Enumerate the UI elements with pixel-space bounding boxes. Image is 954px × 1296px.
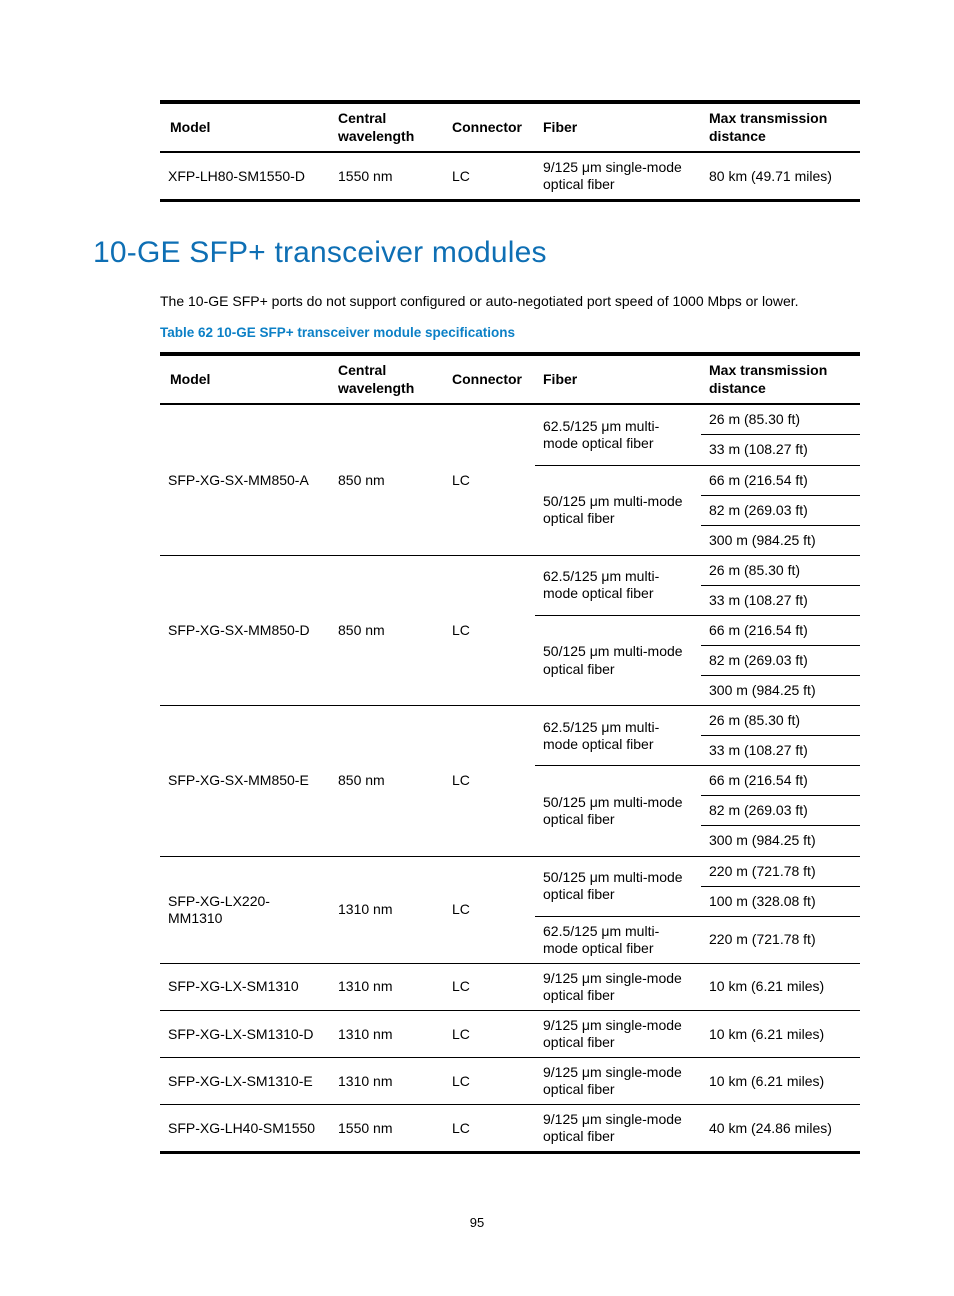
distance-cell: 220 m (721.78 ft) (701, 916, 860, 963)
table-row (160, 856, 860, 886)
distance-cell: 40 km (24.86 miles) (701, 1105, 860, 1153)
distance-cell: 33 m (108.27 ft) (701, 585, 860, 615)
fiber-cell: 50/125 μm multi-mode optical fiber (535, 615, 701, 705)
distance-cell: 26 m (85.30 ft) (701, 706, 860, 736)
connector-cell: LC (444, 152, 535, 201)
xfp-spec-table (160, 100, 860, 202)
model-cell: SFP-XG-SX-MM850-D (160, 555, 330, 705)
distance-cell: 33 m (108.27 ft) (701, 736, 860, 766)
table-caption: Table 62 10-GE SFP+ transceiver module specifications (160, 325, 516, 341)
table-row (160, 963, 860, 1010)
wavelength-cell: 850 nm (330, 706, 444, 856)
connector-cell: LC (444, 856, 535, 963)
connector-cell: LC (444, 1010, 535, 1057)
distance-cell: 300 m (984.25 ft) (701, 826, 860, 856)
col-header-fiber: Fiber (535, 354, 701, 404)
distance-cell: 220 m (721.78 ft) (701, 856, 860, 886)
fiber-cell: 9/125 μm single-mode optical fiber (535, 1058, 701, 1105)
col-header-model: Model (160, 354, 330, 404)
fiber-cell: 9/125 μm single-mode optical fiber (535, 1010, 701, 1057)
distance-cell: 100 m (328.08 ft) (701, 886, 860, 916)
col-header-wavelength: Central wavelength (330, 354, 444, 404)
distance-cell: 10 km (6.21 miles) (701, 1058, 860, 1105)
fiber-cell: 62.5/125 μm multi-mode optical fiber (535, 916, 701, 963)
model-cell: XFP-LH80-SM1550-D (160, 152, 330, 201)
model-cell: SFP-XG-LH40-SM1550 (160, 1105, 330, 1153)
wavelength-cell: 1550 nm (330, 152, 444, 201)
table-row (160, 706, 860, 736)
distance-cell: 82 m (269.03 ft) (701, 495, 860, 525)
fiber-cell: 50/125 μm multi-mode optical fiber (535, 856, 701, 916)
wavelength-cell: 850 nm (330, 404, 444, 555)
distance-cell: 66 m (216.54 ft) (701, 465, 860, 495)
section-heading: 10-GE SFP+ transceiver modules (93, 236, 547, 270)
model-cell: SFP-XG-SX-MM850-A (160, 404, 330, 555)
fiber-cell: 62.5/125 μm multi-mode optical fiber (535, 555, 701, 615)
fiber-cell: 9/125 μm single-mode optical fiber (535, 152, 701, 201)
wavelength-cell: 1310 nm (330, 1010, 444, 1057)
model-cell: SFP-XG-LX-SM1310 (160, 963, 330, 1010)
table-row (160, 404, 860, 435)
distance-cell: 26 m (85.30 ft) (701, 404, 860, 435)
col-header-wavelength: Central wavelength (330, 102, 444, 152)
fiber-cell: 9/125 μm single-mode optical fiber (535, 1105, 701, 1153)
header-row (160, 354, 860, 404)
connector-cell: LC (444, 963, 535, 1010)
model-cell: SFP-XG-LX-SM1310-E (160, 1058, 330, 1105)
distance-cell: 10 km (6.21 miles) (701, 1010, 860, 1057)
table-row (160, 152, 860, 201)
header-row (160, 102, 860, 152)
table-row (160, 1058, 860, 1105)
wavelength-cell: 1310 nm (330, 856, 444, 963)
wavelength-cell: 1550 nm (330, 1105, 444, 1153)
distance-cell: 300 m (984.25 ft) (701, 525, 860, 555)
sfp-spec-table (160, 352, 860, 1154)
table-row (160, 1105, 860, 1153)
col-header-distance: Max transmission distance (701, 102, 860, 152)
wavelength-cell: 1310 nm (330, 963, 444, 1010)
intro-paragraph: The 10-GE SFP+ ports do not support configured or auto-negotiated port speed of 1000 Mbps or lower. (160, 293, 799, 310)
table-row (160, 1010, 860, 1057)
fiber-cell: 62.5/125 μm multi-mode optical fiber (535, 404, 701, 465)
fiber-cell: 50/125 μm multi-mode optical fiber (535, 465, 701, 555)
fiber-cell: 50/125 μm multi-mode optical fiber (535, 766, 701, 856)
fiber-cell: 62.5/125 μm multi-mode optical fiber (535, 706, 701, 766)
page-number: 95 (469, 1215, 485, 1230)
distance-cell: 66 m (216.54 ft) (701, 615, 860, 645)
wavelength-cell: 1310 nm (330, 1058, 444, 1105)
distance-cell: 82 m (269.03 ft) (701, 796, 860, 826)
connector-cell: LC (444, 404, 535, 555)
distance-cell: 82 m (269.03 ft) (701, 645, 860, 675)
col-header-model: Model (160, 102, 330, 152)
wavelength-cell: 850 nm (330, 555, 444, 705)
col-header-distance: Max transmission distance (701, 354, 860, 404)
distance-cell: 26 m (85.30 ft) (701, 555, 860, 585)
connector-cell: LC (444, 1105, 535, 1153)
connector-cell: LC (444, 706, 535, 856)
table-row (160, 555, 860, 585)
model-cell: SFP-XG-LX-SM1310-D (160, 1010, 330, 1057)
col-header-connector: Connector (444, 354, 535, 404)
connector-cell: LC (444, 1058, 535, 1105)
col-header-fiber: Fiber (535, 102, 701, 152)
distance-cell: 80 km (49.71 miles) (701, 152, 860, 201)
distance-cell: 10 km (6.21 miles) (701, 963, 860, 1010)
connector-cell: LC (444, 555, 535, 705)
distance-cell: 33 m (108.27 ft) (701, 435, 860, 465)
col-header-connector: Connector (444, 102, 535, 152)
distance-cell: 66 m (216.54 ft) (701, 766, 860, 796)
distance-cell: 300 m (984.25 ft) (701, 676, 860, 706)
model-cell: SFP-XG-SX-MM850-E (160, 706, 330, 856)
model-cell: SFP-XG-LX220-MM1310 (160, 856, 330, 963)
page-content (93, 100, 863, 1154)
fiber-cell: 9/125 μm single-mode optical fiber (535, 963, 701, 1010)
